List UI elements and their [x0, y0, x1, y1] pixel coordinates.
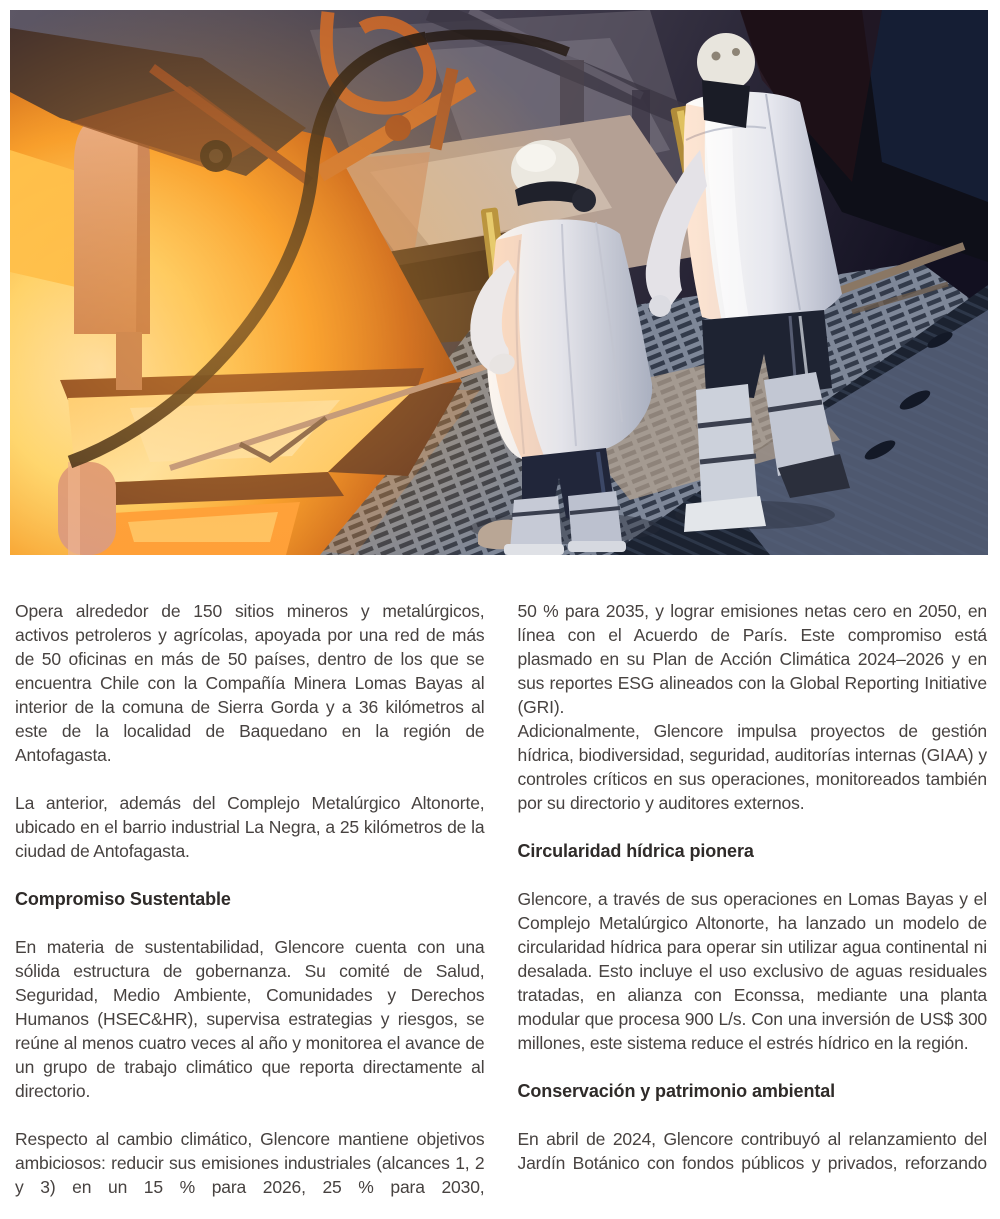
left-column: [15, 599, 485, 1199]
paragraph-governance: En materia de sustentabilidad, Glencore cuenta con una sólida estructura de gobernanza. Su comité de Salud, Seguridad, Medio Ambiente, Comunidades y Derechos Humanos (HSEC&HR), supervisa estrategias y riesgos, se reúne al menos cuatro veces al año y monitorea el avance de un grupo de trabajo climático que reporta directamente al directorio.: [15, 937, 485, 1101]
paragraph-altonorte: La anterior, además del Complejo Metalúrgico Altonorte, ubicado en el barrio industrial La Negra, a 25 kilómetros de la ciudad de Antofagasta.: [15, 793, 485, 861]
paragraph-net-zero: 50 % para 2035, y lograr emisiones netas cero en 2050, en línea con el Acuerdo de París. Este compromiso está plasmado en su Plan de Acción Climática 2024–2026 y en sus reportes ESG alineados con la Global Reporting Initiative (GRI).: [517, 601, 987, 717]
report-page: [0, 10, 1000, 1219]
paragraph-esg-projects: Adicionalmente, Glencore impulsa proyectos de gestión hídrica, biodiversidad, seguridad, auditorías internas (GIAA) y controles críticos en sus operaciones, monitoreados también por su directorio y auditores externos.: [517, 721, 987, 813]
paragraph-climate-goals: Respecto al cambio climático, Glencore mantiene objetivos ambiciosos: reducir sus emisiones industriales (alcances 1, 2 y 3) en un 15 % para 2026, 25 % para 2030,: [15, 1129, 485, 1197]
smelter-photo-illustration: [10, 10, 988, 555]
article-columns: [0, 599, 1000, 1199]
section-heading-water-circularity: Circularidad hídrica pionera: [517, 841, 754, 861]
paragraph-operations: Opera alrededor de 150 sitios mineros y metalúrgicos, activos petroleros y agrícolas, apoyada por una red de más de 50 oficinas en más de 50 países, dentro de los que se encuentra Chile con la Compañía Minera Lomas Bayas al interior de la comuna de Sierra Gorda y a 36 kilómetros al este de la localidad de Baquedano en la región de Antofagasta.: [15, 601, 485, 765]
section-heading-sustainability: Compromiso Sustentable: [15, 889, 231, 909]
hero-photo: [10, 10, 988, 555]
face-shield-right-worker: [702, 80, 750, 128]
section-heading-conservation: Conservación y patrimonio ambiental: [517, 1081, 836, 1101]
paragraph-botanic-garden: En abril de 2024, Glencore contribuyó al relanzamiento del Jardín Botánico con fondos públicos y privados, reforzando: [517, 1129, 987, 1173]
right-column: [518, 599, 988, 1199]
paragraph-water-model: Glencore, a través de sus operaciones en Lomas Bayas y el Complejo Metalúrgico Altonorte, ha lanzado un modelo de circularidad hídrica para operar sin utilizar agua continental ni desalada. Esto incluye el uso exclusivo de aguas residuales tratadas, en alianza con Econssa, mediante una planta modular que procesa 900 L/s. Con una inversión de US$ 300 millones, este sistema reduce el estrés hídrico en la región.: [517, 889, 987, 1053]
